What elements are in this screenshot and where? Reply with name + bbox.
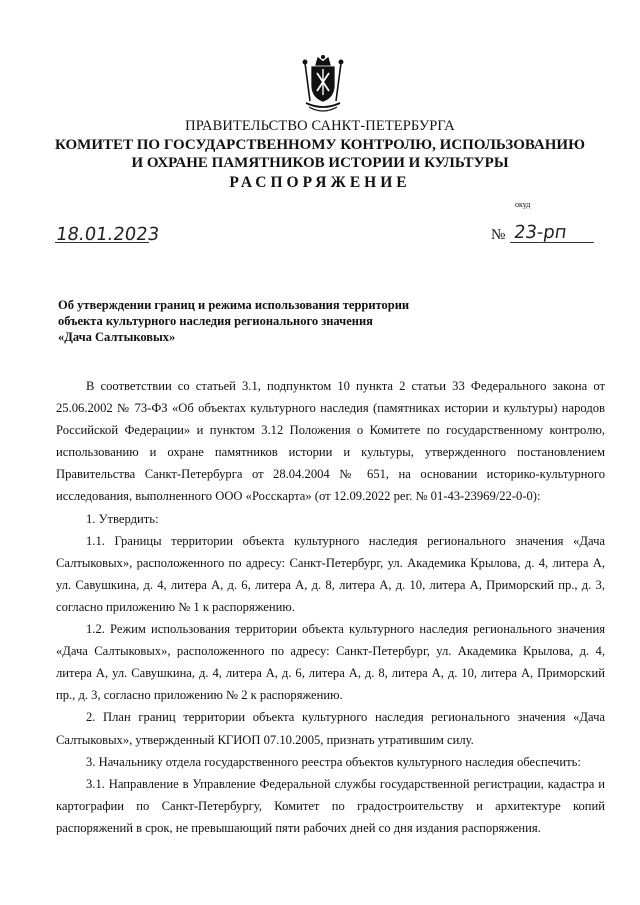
document-title-line3: «Дача Салтыковых» [58,330,176,344]
paragraph-item-1: 1. Утвердить: [86,511,159,526]
document-body [56,375,605,839]
paragraph-item-2: 2. План границ территории объекта культурного наследия регионального значения «Дача Салтыковых», утвержденный КГИОП 07.10.2005, признать утратившим силу. [56,710,605,747]
paragraph-item-3: 3. Начальнику отдела государственного реестра объектов культурного наследия обеспечить: [86,754,581,769]
committee-name-line1: КОМИТЕТ ПО ГОСУДАРСТВЕННОМУ КОНТРОЛЮ, ИСПОЛЬЗОВАНИЮ [55,137,585,153]
okud-label: окуд [515,200,531,209]
document-title-line1: Об утверждении границ и режима использования территории [58,298,410,312]
government-name: ПРАВИТЕЛЬСТВО САНКТ-ПЕТЕРБУРГА [185,118,455,134]
committee-name-line2: И ОХРАНЕ ПАМЯТНИКОВ ИСТОРИИ И КУЛЬТУРЫ [131,155,509,171]
paragraph-item-1-2: 1.2. Режим использования территории объекта культурного наследия регионального значения «Дача Салтыковых», расположенного по адресу: Санкт-Петербург, ул. Академика Крылова, д. 4, литера А, ул. Савушкина, д. 4, литера А, д. 6, литера А, д. 8, литера А, д. 10, литера А, Приморский пр., д. 3, согласно приложению № 2 к распоряжению. [56,622,605,703]
coat-of-arms-icon [300,55,346,117]
document-title-line2: объекта культурного наследия регионального значения [58,314,373,328]
document-type: РАСПОРЯЖЕНИЕ [229,174,411,191]
paragraph-item-3-1: 3.1. Направление в Управление Федеральной службы государственной регистрации, кадастра и картографии по Санкт-Петербургу, Комитет по градостроительству и архитектуре копий распоряжений в срок, не превышающий пяти рабочих дней со дня издания распоряжения. [56,776,605,835]
number-underline [510,242,594,243]
document-date: 18.01.2023 [54,224,161,245]
date-underline [55,242,149,243]
number-label: № [491,227,506,243]
paragraph-preamble: В соответствии со статьей 3.1, подпунктом 10 пункта 2 статьи 33 Федерального закона от 25.06.2002 № 73-ФЗ «Об объектах культурного наследия (памятниках истории и культуры) народов Российской Федерации» и пунктом 3.12 Положения о Комитете по государственному контролю, использованию и охране памятников истории и культуры, утвержденного постановлением Правительства Санкт-Петербурга от 28.04.2004 № 651, на основании историко-культурного исследования, выполненного ООО «Росскарта» (от 12.09.2022 рег. № 01-43-23969/22-0-0): [56,379,605,504]
document-number: 23-рп [512,222,569,243]
paragraph-item-1-1: 1.1. Границы территории объекта культурного наследия регионального значения «Дача Салтыковых», расположенного по адресу: Санкт-Петербург, ул. Академика Крылова, д. 4, литера А, ул. Савушкина, д. 4, литера А, д. 6, литера А, д. 8, литера А, д. 10, литера А, Приморский пр., д. 3, согласно приложению № 1 к распоряжению. [56,533,605,614]
